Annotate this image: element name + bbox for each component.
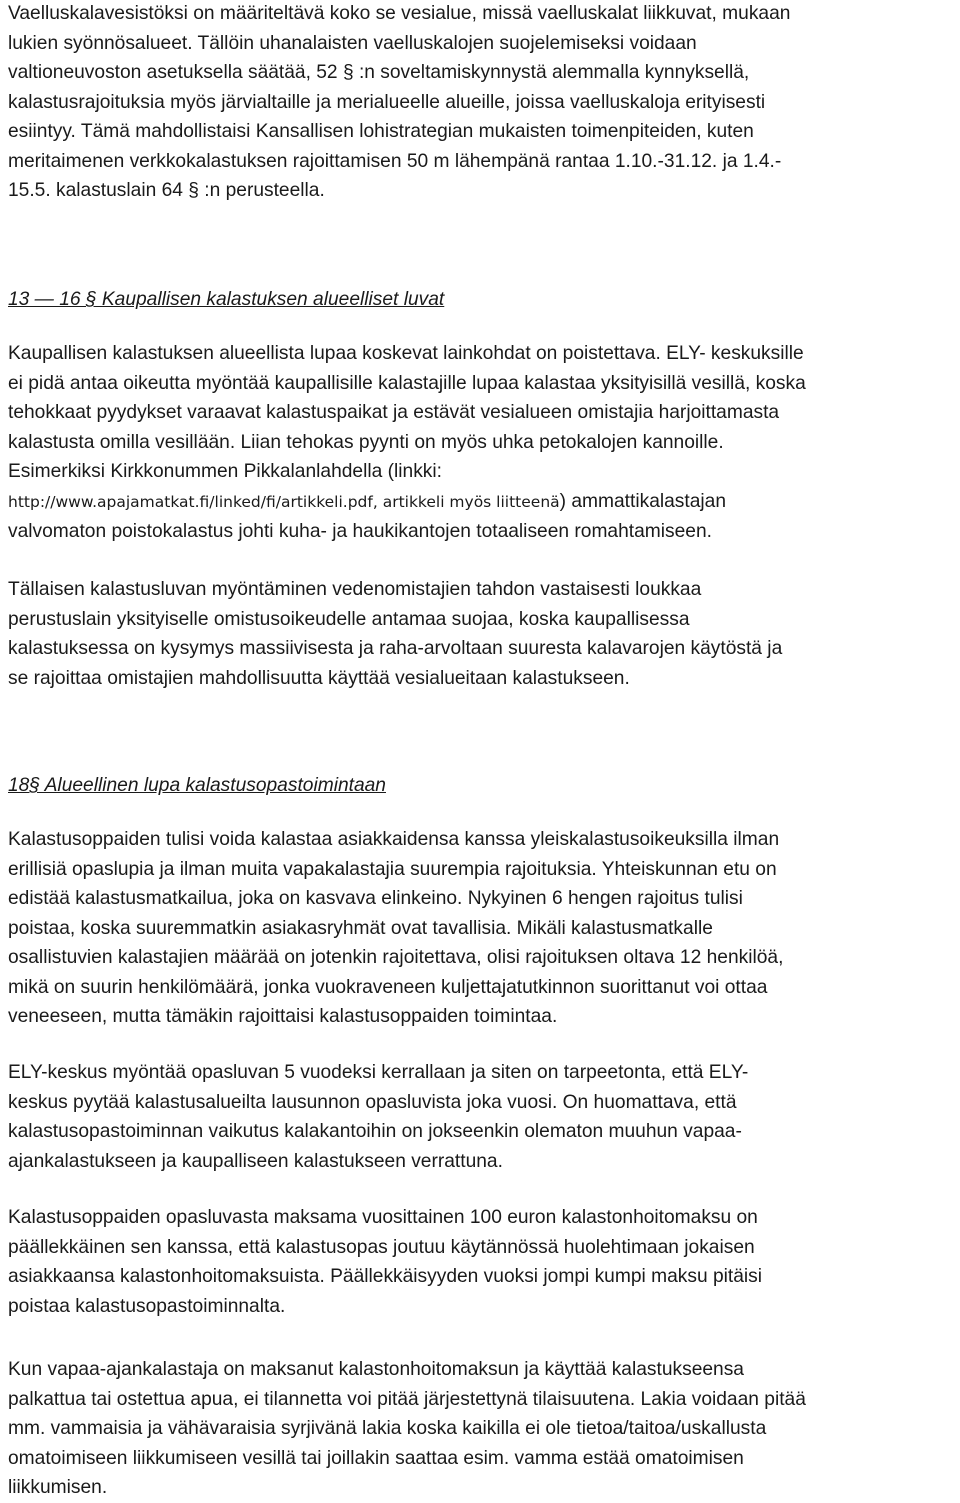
text-line: liikkumisen. (8, 1477, 108, 1498)
paragraph-vaelluskalavesisto (8, 0, 790, 206)
text-line: asiakkaansa kalastonhoitomaksuista. Päällekkäisyyden vuoksi jompi kumpi maksu pitäisi (8, 1266, 762, 1287)
text-line: tehokkaat pyydykset varaavat kalastuspaikat ja estävät vesialueen omistajia harjoittamasta (8, 402, 780, 423)
text-line: valtioneuvoston asetuksella säätää, 52 § :n soveltamiskynnystä alemmalla kynnyksellä, (8, 62, 750, 83)
text-line: Esimerkiksi Kirkkonummen Pikkalanlahdella (linkki: (8, 461, 442, 482)
text-line: Vaelluskalavesistöksi on määriteltävä koko se vesialue, missä vaelluskalat liikkuvat, mukaan (8, 3, 791, 24)
text-line: päällekkäinen sen kanssa, että kalastusopas joutuu käytännössä huolehtimaan jokaisen (8, 1236, 755, 1258)
text-line: poistaa, koska suuremmatkin asiakasryhmät ovat tavallisia. Mikäli kalastusmatkalle (8, 917, 713, 939)
paragraph-vapaa-ajankalastaja (8, 1355, 806, 1503)
text-line: osallistuvien kalastajien määrää on jotenkin rajoitettava, olisi rajoituksen oltava 12 henkilöä, (8, 947, 784, 968)
paragraph-kalastusoppaat (8, 825, 783, 1032)
text-line-tail: ) ammattikalastajan (559, 490, 727, 512)
paragraph-ely-keskus (8, 1058, 748, 1176)
text-line: erillisiä opaslupia ja ilman muita vapakalastajia suurempia rajoituksia. Yhteiskunnan etu on (8, 858, 777, 880)
text-line: esiintyy. Tämä mahdollistaisi Kansallisen lohistrategian mukaisten toimenpiteiden, kuten (8, 121, 754, 142)
section-heading-13-16: 13 — 16 § Kaupallisen kalastuksen alueelliset luvat (8, 289, 445, 310)
text-line: se rajoittaa omistajien mahdollisuutta käyttää vesialueitaan kalastukseen. (8, 667, 630, 689)
paragraph-kaupallinen-kalastus (8, 339, 806, 547)
text-line: edistää kalastusmatkailua, joka on kasvava elinkeino. Nykyinen 6 hengen rajoitus tulisi (8, 888, 743, 909)
link-note: , artikkeli myös liitteenä (372, 492, 560, 511)
link-line (8, 487, 806, 518)
text-line: kalastusta omilla vesillään. Liian tehokas pyynti on myös uhka petokalojen kannoille. (8, 431, 724, 453)
text-line: kalastusopastoiminnan vaikutus kalakantoihin on jokseenkin olematon muuhun vapaa- (8, 1121, 742, 1142)
text-line: veneeseen, mutta tämäkin rajoittaisi kalastusoppaiden toimintaa. (8, 1006, 558, 1027)
section-heading-18: 18§ Alueellinen lupa kalastusopastoimintaan (8, 775, 386, 796)
text-line: perustuslain yksityiselle omistusoikeudelle antamaa suojaa, koska kaupallisessa (8, 608, 690, 630)
paragraph-perustuslaki (8, 575, 782, 693)
text-line: meritaimenen verkkokalastuksen rajoittamisen 50 m lähempänä rantaa 1.10.-31.12. ja 1.4.- (8, 150, 782, 172)
text-line: keskus pyytää kalastusalueilta lausunnon opasluvista joka vuosi. On huomattava, että (8, 1091, 737, 1113)
text-line: Kalastusoppaiden opasluvasta maksama vuosittainen 100 euron kalastonhoitomaksu on (8, 1207, 758, 1228)
text-line: kalastusrajoituksia myös järvialtaille ja merialueelle alueille, joissa vaelluskaloja erityisesti (8, 91, 766, 113)
paragraph-kalastonhoitomaksu (8, 1203, 762, 1321)
text-line: lukien syönnösalueet. Tällöin uhanalaisten vaelluskalojen suojelemiseksi voidaan (8, 32, 697, 54)
text-line: mikä on suurin henkilömäärä, jonka vuokraveneen kuljettajatutkinnon suorittanut voi ottaa (8, 976, 768, 998)
text-line: 15.5. kalastuslain 64 § :n perusteella. (8, 180, 325, 201)
text-line: kalastuksessa on kysymys massiivisesta ja raha-arvoltaan suuresta kalavarojen käytöstä ja (8, 638, 783, 659)
text-line: ajankalastukseen ja kaupalliseen kalastukseen verrattuna. (8, 1150, 503, 1172)
text-line: omatoimiseen liikkumiseen vesillä tai joillakin saattaa esim. vamma estää omatoimisen (8, 1447, 744, 1469)
text-line: Kaupallisen kalastuksen alueellista lupaa koskevat lainkohdat on poistettava. ELY- keskuksille (8, 343, 804, 364)
text-line: valvomaton poistokalastus johti kuha- ja haukikantojen totaaliseen romahtamiseen. (8, 521, 712, 542)
text-line: ELY-keskus myöntää opasluvan 5 vuodeksi kerrallaan ja siten on tarpeetonta, että ELY- (8, 1062, 749, 1083)
text-line: mm. vammaisia ja vähävaraisia syrjivänä lakia koska kaikilla ei ole tietoa/taitoa/uskallusta (8, 1418, 767, 1439)
text-line: poistaa kalastusopastoiminnalta. (8, 1295, 286, 1317)
text-line: palkattua tai ostettua apua, ei tilannetta voi pitää järjestettynä tilaisuutena. Lakia voidaan pitää (8, 1388, 806, 1410)
text-line: ei pidä antaa oikeutta myöntää kaupallisille kalastajille lupaa kalastaa yksityisillä vesillä, koska (8, 372, 806, 394)
article-link[interactable]: http://www.apajamatkat.fi/linked/fi/artikkeli.pdf (8, 492, 373, 511)
text-line: Tällaisen kalastusluvan myöntäminen vedenomistajien tahdon vastaisesti loukkaa (8, 579, 702, 600)
text-line: Kun vapaa-ajankalastaja on maksanut kalastonhoitomaksun ja käyttää kalastukseensa (8, 1359, 744, 1380)
text-line: Kalastusoppaiden tulisi voida kalastaa asiakkaidensa kanssa yleiskalastusoikeuksilla ilman (8, 829, 780, 850)
